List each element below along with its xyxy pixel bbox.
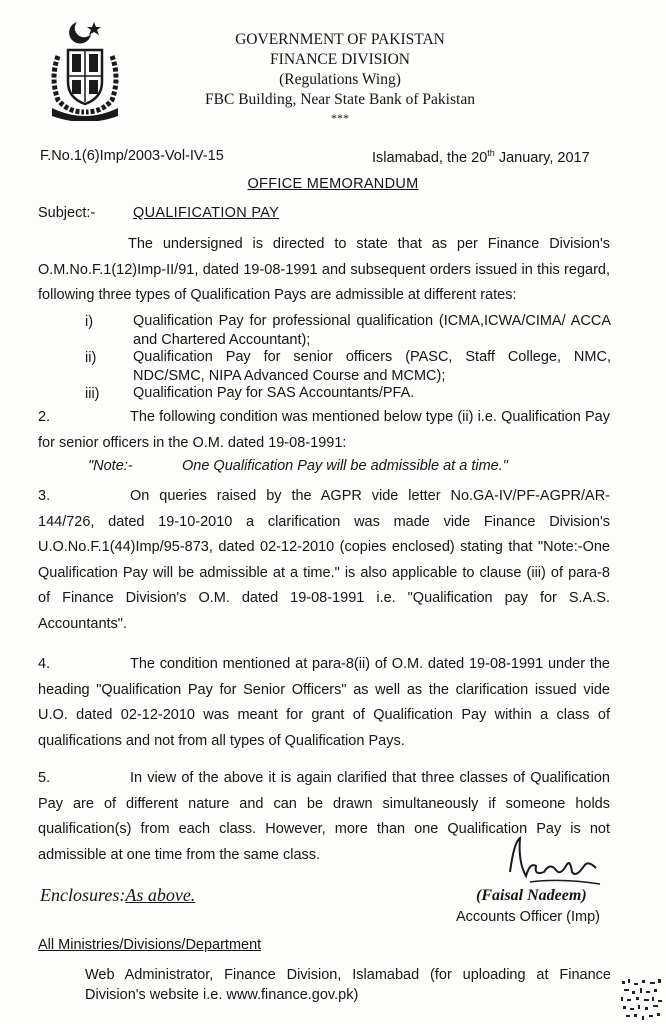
subject-label: Subject:- [38, 205, 96, 221]
list-item-2-text: Qualification Pay for senior officers (PASC, Staff College, NMC, NDC/SMC, NIPA Advanced Course and MCMC); [133, 349, 611, 384]
header-government: GOVERNMENT OF PAKISTAN [235, 31, 445, 48]
header-division: FINANCE DIVISION [270, 51, 410, 68]
paragraph-5: 5. In view of the above it is again clarified that three classes of Qualification Pay are of different nature and can be drawn simultaneously if someone holds qualification(s) from each class. However, more than one Qualification Pay is not admissible at one time from the same class. [38, 770, 610, 863]
signatory-title: Accounts Officer (Imp) [456, 909, 600, 925]
paragraph-3: 3. On queries raised by the AGPR vide letter No.GA-IV/PF-AGPR/AR-144/726, dated 19-10-2010 a clarification was made vide Finance Division's U.O.No.F.1(44)Imp/95-873, dated 02-12-2010 (copies enclosed) stating that "Note:-One Qualification Pay will be admissible at a time." is also applicable to clause (iii) of para-8 of Finance Division's O.M. dated 19-08-1991 i.e. "Qualification pay for S.A.S. Accountants". [38, 488, 610, 632]
header-wing: (Regulations Wing) [279, 71, 401, 88]
list-item-3-text: Qualification Pay for SAS Accountants/PFA. [133, 385, 415, 401]
stamp-mark-icon [618, 975, 664, 1023]
paragraph-4: 4. The condition mentioned at para-8(ii) of O.M. dated 19-08-1991 under the heading "Qualification Pay for Senior Officers" as well as the clarification issued vide U.O. dated 02-12-2010 was meant for grant of Qualification Pay within a class of qualifications and not from all types of Qualification Pays. [38, 656, 610, 749]
handwritten-signature [500, 832, 610, 892]
subject-value: QUALIFICATION PAY [133, 205, 280, 221]
list-item-1-number: i) [85, 314, 94, 330]
list-item-2-number: ii) [85, 350, 97, 366]
note-text: One Qualification Pay will be admissible at a time." [182, 458, 508, 474]
memo-title: OFFICE MEMORANDUM [247, 176, 419, 192]
signatory-name: (Faisal Nadeem) [476, 887, 587, 904]
paragraph-1: The undersigned is directed to state that as per Finance Division's O.M.No.F.1(12)Imp-II/91, dated 19-08-1991 and subsequent orders issued in this regard, following three types of Qualification Pays are admissible at different rates: [38, 236, 610, 303]
list-item-1-text: Qualification Pay for professional qualification (ICMA,ICWA/CIMA/ ACCA and Chartered Accountant); [133, 313, 611, 348]
distribution-web-admin: Web Administrator, Finance Division, Islamabad (for uploading at Finance Division's website i.e. www.finance.gov.pk) [85, 967, 611, 1003]
distribution-heading: All Ministries/Divisions/Department [38, 937, 262, 953]
header-address: FBC Building, Near State Bank of Pakistan [205, 91, 475, 108]
list-item-3-number: iii) [85, 386, 100, 402]
enclosures: Enclosures:As above. [40, 885, 196, 905]
file-number: F.No.1(6)Imp/2003-Vol-IV-15 [40, 148, 224, 164]
note-label: "Note:- [88, 458, 133, 474]
government-emblem [44, 16, 126, 121]
paragraph-2: 2. The following condition was mentioned below type (ii) i.e. Qualification Pay for senior officers in the O.M. dated 19-08-1991: [38, 409, 610, 451]
header-stars: *** [331, 111, 349, 125]
place-date: Islamabad, the 20th January, 2017 [372, 148, 590, 166]
